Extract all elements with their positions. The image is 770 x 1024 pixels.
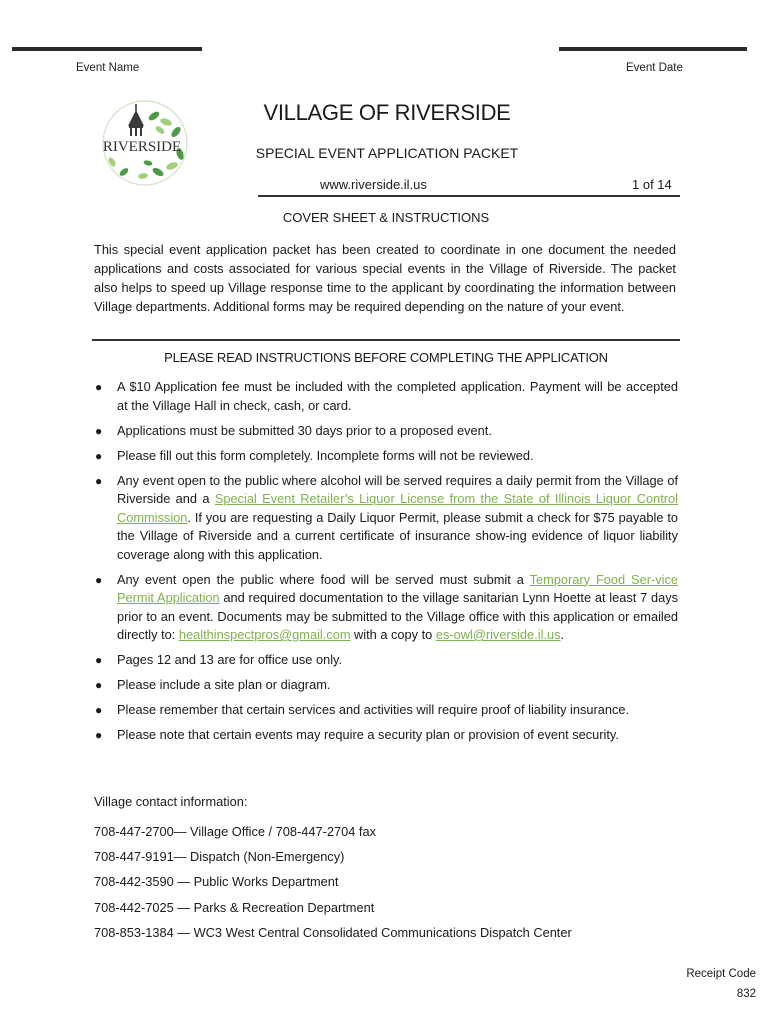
receipt-label: Receipt Code <box>686 968 756 980</box>
riverside-logo <box>88 96 198 188</box>
contact-list <box>94 824 572 950</box>
event-date-line <box>559 47 747 51</box>
page-title: VILLAGE OF RIVERSIDE <box>263 100 511 125</box>
contact-item: 708-447-9191— Dispatch (Non-Emergency) <box>94 849 345 865</box>
list-item: ● Any event open to the public where alcohol will be served requires a daily permit from the Village of Riverside and a Special Event Retailer’s Liquor License from the State of Illinois Liquor Control Commission. If you are requesting a Daily Liquor Permit, please submit a check for $75 payable to the Village of Riverside and a current certificate of insurance show-ing evidence of liquor liability coverage along with this application. <box>95 472 679 562</box>
food-permit-link[interactable]: Temporary Food Ser-vice Permit Application <box>117 571 678 605</box>
logo-wordmark: RIVERSIDE <box>102 139 182 155</box>
bullet-icon: ● <box>95 380 103 394</box>
instructions-list <box>94 378 678 751</box>
contact-item: 708-442-7025 — Parks & Recreation Department <box>94 899 375 915</box>
bullet-icon: ● <box>95 678 103 692</box>
instructions-heading: PLEASE READ INSTRUCTIONS BEFORE COMPLETING THE APPLICATION <box>164 350 608 365</box>
bullet-icon: ● <box>95 448 103 463</box>
esowl-email-link[interactable]: es-owl@riverside.il.us <box>435 627 561 642</box>
title-divider <box>258 195 680 197</box>
intro-paragraph: This special event application packet has been created to coordinate in one document the needed applications and costs associated for various special events in the Village of Riverside. The packet also helps to speed up Village response time to the applicant by coordinating the information between Village departments. Additional forms may be required depending on the nature of your event. <box>94 242 676 314</box>
bullet-icon: ● <box>95 728 103 742</box>
gazebo-icon <box>128 104 144 136</box>
event-name-label: Event Name <box>76 62 140 74</box>
list-item: ● Please note that certain events may require a security plan or provision of event security. <box>94 726 678 745</box>
list-item: ● Applications must be submitted 30 days prior to a proposed event. <box>94 422 678 441</box>
bullet-icon: ● <box>95 473 103 488</box>
event-date-label: Event Date <box>626 62 683 74</box>
list-item: ● Please include a site plan or diagram. <box>94 676 678 695</box>
bullet-icon: ● <box>95 572 103 587</box>
contact-item: 708-447-2700— Village Office / 708-447-2704 fax <box>94 824 376 839</box>
receipt-block <box>686 964 756 1004</box>
website-url[interactable]: www.riverside.il.us <box>320 177 427 192</box>
list-item: ● Please fill out this form completely. Incomplete forms will not be reviewed. <box>94 447 678 466</box>
page-count: 1 of 14 <box>632 177 672 192</box>
page-subtitle: SPECIAL EVENT APPLICATION PACKET <box>255 145 519 161</box>
bullet-icon: ● <box>95 703 103 717</box>
list-item: ● Any event open the public where food will be served must submit a Temporary Food Ser-vice Permit Application and required documentation to the village sanitarian Lynn Hoette at least 7 days prior to an event. Documents may be submitted to the Village office with this application or emailed directly to: healthinspectpros@gmail.com with a copy to es-owl@riverside.il.us. <box>95 571 678 642</box>
event-name-line <box>12 47 202 51</box>
contact-item: 708-442-3590 — Public Works Department <box>94 874 339 890</box>
cover-sheet-heading: COVER SHEET & INSTRUCTIONS <box>282 210 490 225</box>
health-email-link[interactable]: healthinspectpros@gmail.com <box>178 627 351 642</box>
intro-divider <box>92 339 680 341</box>
list-item: ● Please remember that certain services and activities will require proof of liability insurance. <box>94 701 678 720</box>
list-item: ● A $10 Application fee must be included with the completed application. Payment will be accepted at the Village Hall in check, cash, or card. <box>95 379 678 413</box>
liquor-license-link[interactable]: Special Event Retailer’s Liquor License from the State of Illinois Liquor Control Commission <box>117 491 678 525</box>
bullet-icon: ● <box>95 423 103 438</box>
contact-item: 708-853-1384 — WC3 West Central Consolidated Communications Dispatch Center <box>94 924 572 940</box>
bullet-icon: ● <box>95 653 103 667</box>
receipt-code: 832 <box>736 988 756 1000</box>
contact-label: Village contact information: <box>94 794 248 809</box>
list-item: ● Pages 12 and 13 are for office use only. <box>94 651 678 670</box>
